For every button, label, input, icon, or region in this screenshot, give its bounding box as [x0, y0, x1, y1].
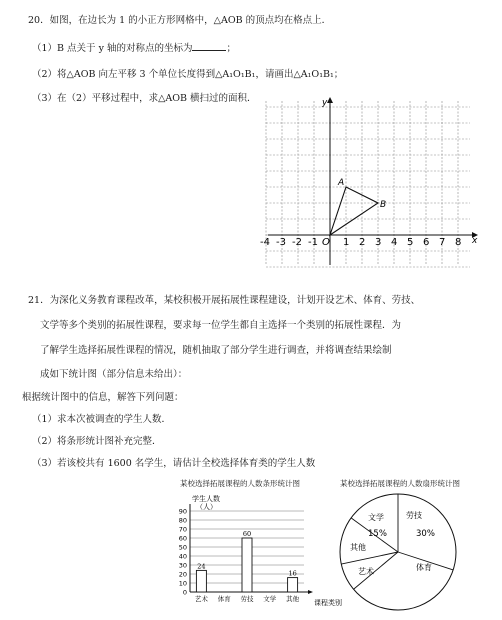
bar-y-tick: 30	[178, 561, 187, 570]
bar-chart-title: 某校选择拓展课程的人数条形统计图	[180, 479, 300, 488]
bar-category-label: 文学	[263, 595, 277, 603]
bar-y-tick: 90	[178, 507, 187, 516]
bar-category-label: 体育	[217, 595, 231, 603]
q21-part1: （1）求本次被调查的学生人数．	[32, 414, 172, 425]
coordinate-grid	[262, 95, 482, 270]
q21-stem-line3: 了解学生选择拓展性课程的情况，随机抽取了部分学生进行调查，并将调查结果绘制	[40, 345, 392, 356]
bar-xlabel: 课程类别	[314, 599, 342, 607]
pie-slice-label: 其他	[350, 543, 366, 552]
y-axis-label: y	[322, 98, 328, 108]
q21-stem-line4: 成如下统计图（部分信息未给出）：	[40, 369, 188, 380]
bar-y-tick: 70	[178, 525, 187, 534]
pie-slice-label: 劳技	[406, 511, 422, 520]
x-tick-label: 6	[423, 237, 430, 248]
q20-part2: （2）将△AOB 向左平移 3 个单位长度得到△A₁O₁B₁，请画出△A₁O₁B₁；	[32, 69, 344, 80]
point-a-label: A	[338, 178, 345, 188]
pie-slice-percent: 30%	[416, 529, 435, 539]
bar-ylabel: 学生人数	[192, 495, 220, 503]
bar-y-tick: 20	[178, 570, 187, 579]
pie-slice-edge	[341, 552, 398, 564]
bar-value-label: 16	[288, 569, 297, 578]
q20-part1	[32, 40, 236, 54]
bar-y-tick: 50	[178, 543, 187, 552]
q21-part2: （2）将条形统计图补充完整．	[32, 436, 162, 447]
x-tick-label: 5	[407, 237, 414, 248]
bar-y-tick: 40	[178, 552, 187, 561]
q21-stem-line2: 文学等多个类别的拓展性课程，要求每一位学生都自主选择一个类别的拓展性课程．为	[40, 320, 402, 331]
y-axis-arrow	[327, 97, 333, 103]
bar-y-tick: 0	[182, 588, 187, 597]
q21-part3: （3）若该校共有 1600 名学生，请估计全校选择体育类的学生人数	[32, 458, 316, 469]
x-tick-label: 4	[391, 237, 398, 248]
point-b-label: B	[380, 200, 387, 210]
origin-label: O	[322, 237, 330, 248]
bar-y-tick: 60	[178, 534, 187, 543]
bar-value-label: 24	[197, 562, 206, 571]
bar-category-label: 其他	[286, 595, 300, 603]
pie-slice-label: 体育	[416, 563, 432, 572]
pie-chart-title: 某校选择拓展课程的人数扇形统计图	[340, 479, 460, 488]
x-tick-label: -3	[276, 237, 286, 248]
bar	[196, 570, 206, 592]
pie-slice-label: 文学	[368, 513, 384, 522]
q20-part3: （3）在（2）平移过程中，求△AOB 横扫过的面积．	[32, 93, 257, 104]
bar-chart	[168, 488, 354, 612]
bar-category-label: 艺术	[194, 595, 208, 603]
pie-slice-label: 艺术	[358, 567, 374, 576]
x-axis-label: x	[472, 236, 478, 246]
q20-part1-end: ；	[226, 43, 236, 54]
x-tick-label: -1	[308, 237, 318, 248]
bar-y-tick: 10	[178, 579, 187, 588]
bar-x-arrow	[308, 590, 313, 594]
bar	[242, 538, 252, 592]
q20-stem: 20．如图，在边长为 1 的小正方形网格中，△AOB 的顶点均在格点上．	[28, 15, 332, 26]
x-tick-label: 1	[343, 237, 350, 248]
q20-part1-text: （1）B 点关于 y 轴的对称点的坐标为	[32, 43, 193, 54]
x-tick-label: -4	[260, 237, 270, 248]
bar-value-label: 60	[242, 530, 252, 538]
q21-stem-line1: 21．为深化义务教育课程改革，某校积极开展拓展性课程建设，计划开设艺术、体育、劳技、	[28, 295, 421, 306]
pie-slice-percent: 15%	[368, 529, 387, 539]
bar	[288, 578, 298, 592]
x-tick-label: 8	[455, 237, 462, 248]
x-tick-label: 3	[375, 237, 382, 248]
bar-category-label: 劳技	[240, 595, 254, 603]
q21-prompt: 根据统计图中的信息，解答下列问题：	[22, 392, 184, 403]
x-tick-label: -2	[292, 237, 302, 248]
bar-y-tick: 80	[178, 516, 187, 525]
x-tick-label: 2	[359, 237, 366, 248]
answer-blank[interactable]	[192, 42, 226, 51]
bar-yunit: （人）	[196, 503, 217, 511]
pie-chart	[336, 490, 476, 614]
triangle-aob	[330, 187, 378, 235]
x-tick-label: 7	[439, 237, 446, 248]
